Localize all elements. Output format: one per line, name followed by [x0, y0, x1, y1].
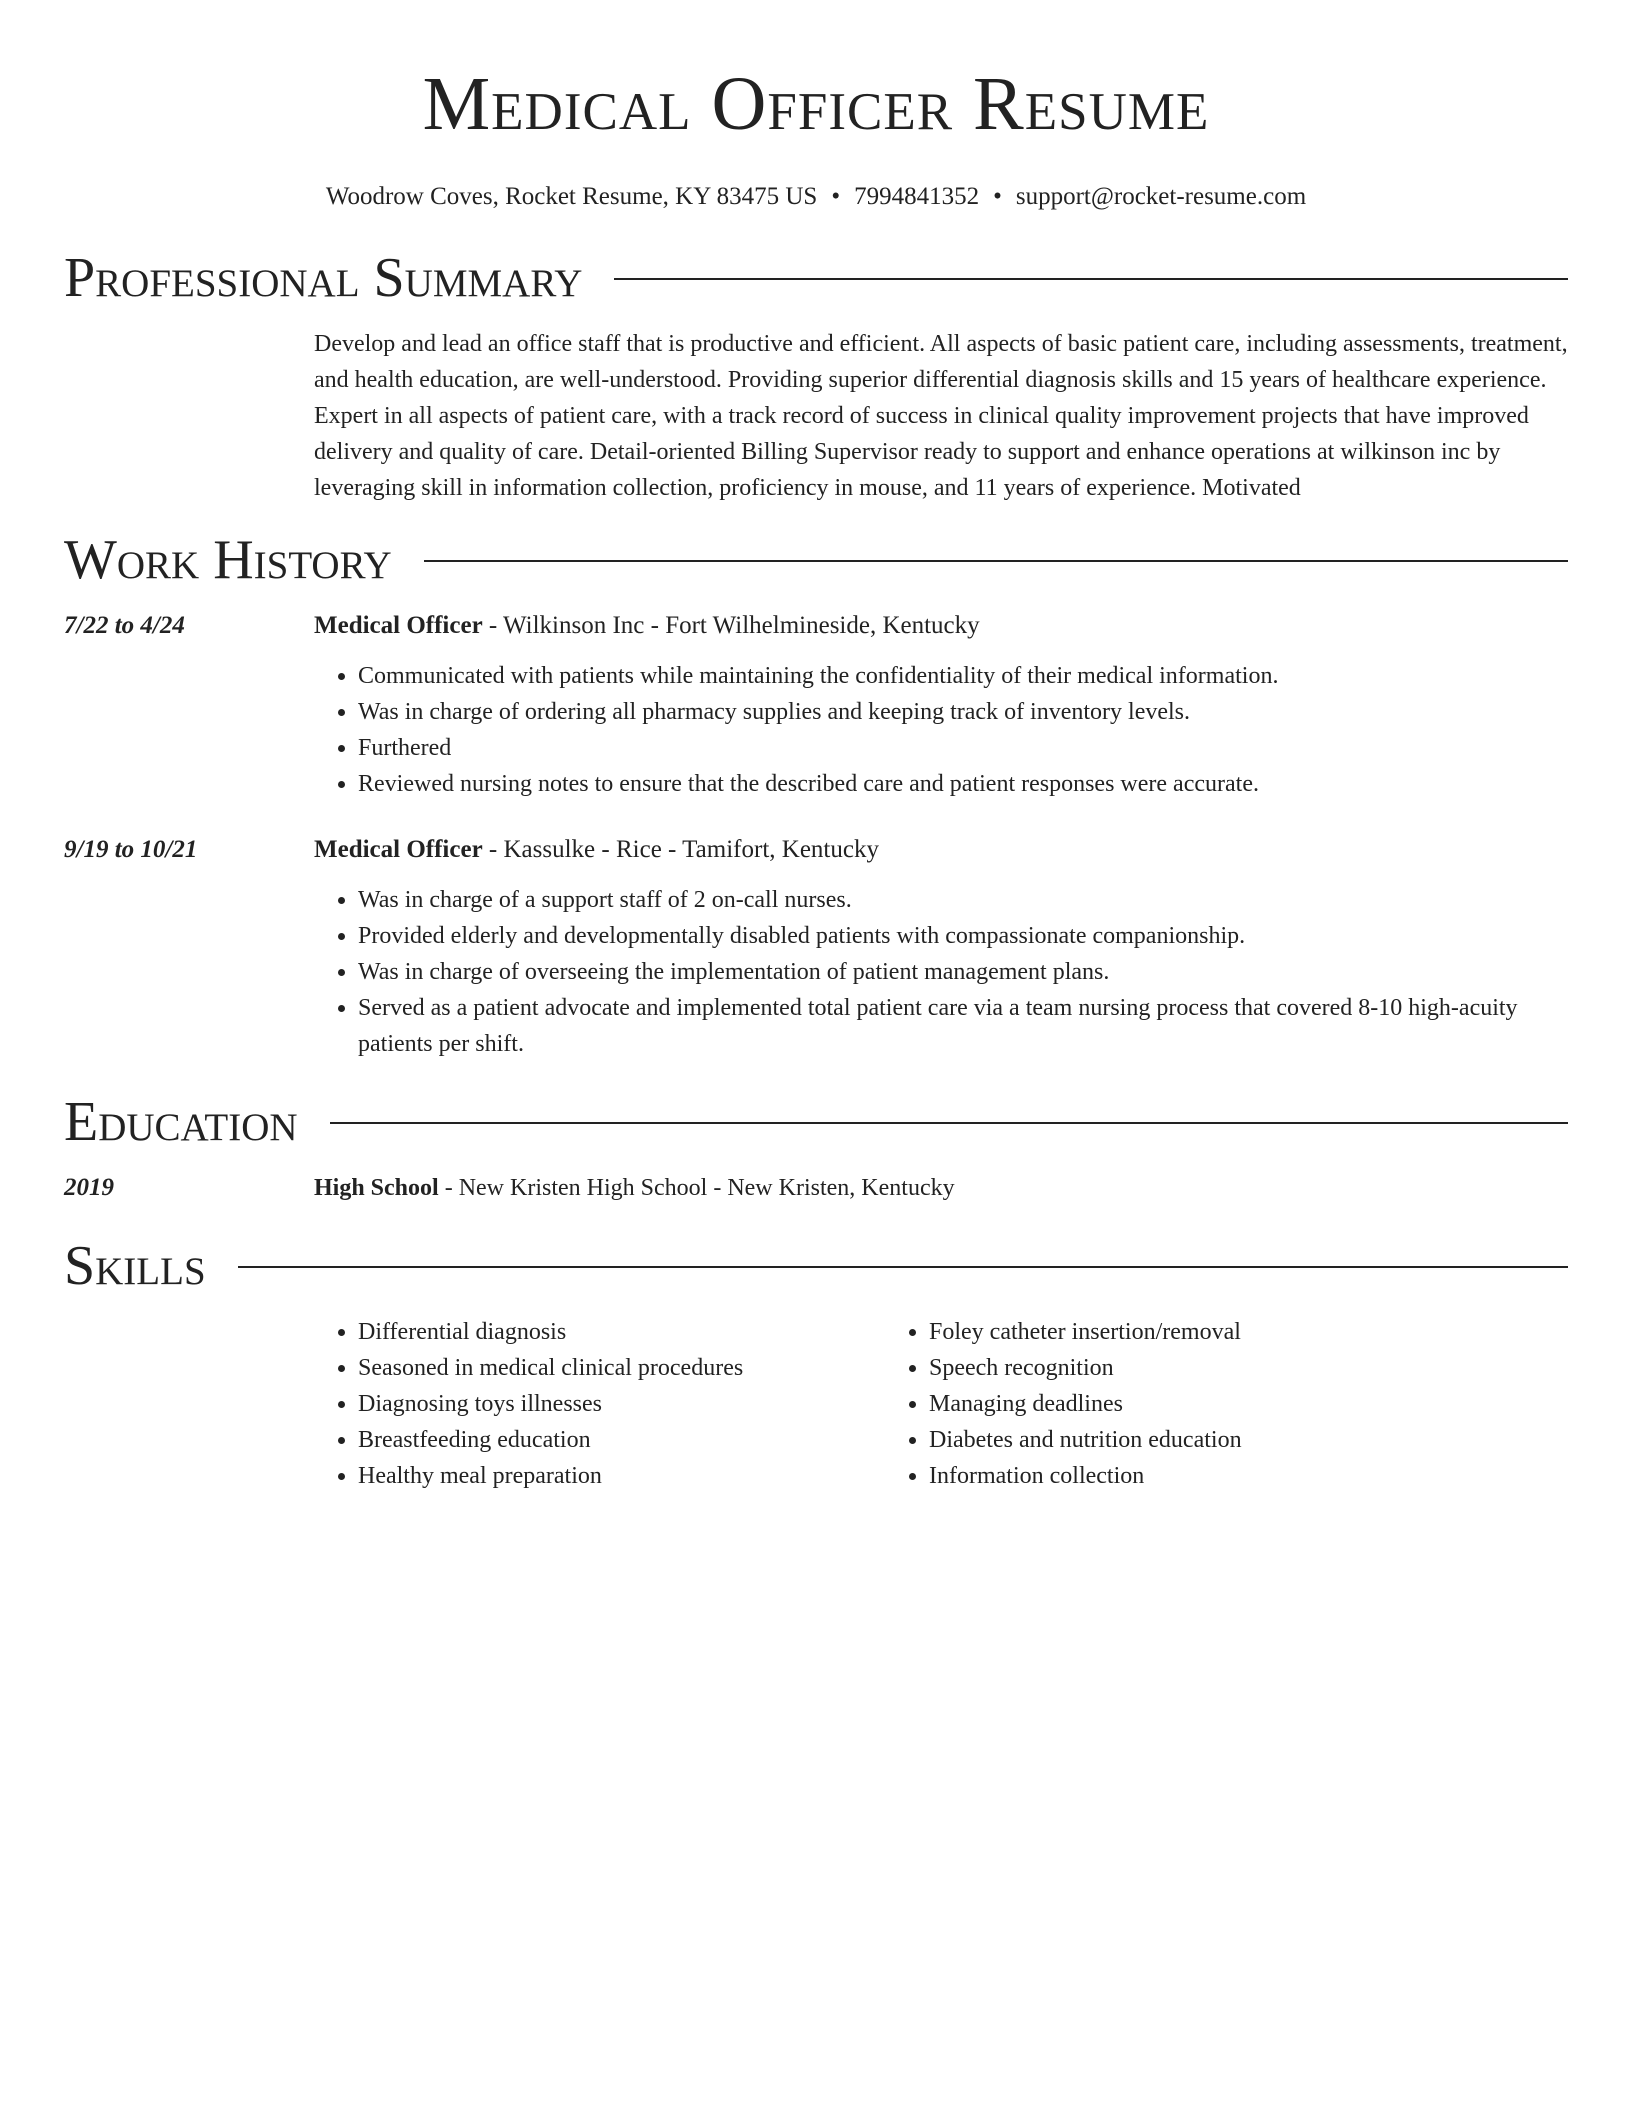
job-duties-list [314, 882, 1568, 1062]
job-duty: • Provided elderly and developmentally disabled patients with compassionate companionship. [358, 918, 1568, 954]
skill-item: • Diagnosing toys illnesses [358, 1386, 885, 1422]
skills-section-header [64, 1230, 1568, 1302]
summary-text: Develop and lead an office staff that is productive and efficient. All aspects of basic patient care, including assessments, treatment, and health education, are well-understood. Providing superior differential diagnosis skills and 15 years of healthcare experience. Expert in all aspects of patient care, with a track record of success in clinical quality improvement projects that have improved delivery and quality of care. Detail-oriented Billing Supervisor ready to support and enhance operations at wilkinson inc by leveraging skill in information collection, proficiency in mouse, and 11 years of experience. Motivated [314, 331, 1568, 501]
job-dates: 7/22 to 4/24 [64, 612, 185, 639]
job-info [314, 608, 1568, 802]
skill-item: • Speech recognition [929, 1350, 1456, 1386]
education-info [314, 1170, 1568, 1206]
education-degree: High School [314, 1175, 439, 1201]
resume-title: Medical Officer Resume [422, 62, 1210, 146]
work-section-header [64, 524, 1568, 596]
job-duty: • Reviewed nursing notes to ensure that the described care and patient responses were accurate. [358, 766, 1568, 802]
education-school-location: - New Kristen High School - New Kristen, Kentucky [438, 1175, 955, 1201]
job-duty: • Was in charge of a support staff of 2 on-call nurses. [358, 882, 1568, 918]
contact-line [64, 180, 1568, 214]
skills-list-left [314, 1314, 885, 1494]
contact-phone: 7994841352 [854, 183, 980, 210]
bullet-separator: • [993, 183, 1002, 210]
work-heading: Work History [64, 529, 392, 591]
skill-item: • Seasoned in medical clinical procedures [358, 1350, 885, 1386]
education-section-header [64, 1086, 1568, 1158]
job-title: Medical Officer [314, 612, 483, 639]
skill-item: • Diabetes and nutrition education [929, 1422, 1456, 1458]
skill-item: • Managing deadlines [929, 1386, 1456, 1422]
section-divider [238, 1266, 1568, 1268]
summary-heading: Professional Summary [64, 247, 583, 309]
skills-list-right [885, 1314, 1456, 1494]
job-duty: • Was in charge of overseeing the implementation of patient management plans. [358, 954, 1568, 990]
job-title: Medical Officer [314, 836, 483, 863]
job-dates: 9/19 to 10/21 [64, 836, 198, 863]
bullet-separator: • [831, 183, 841, 210]
education-row [64, 1170, 1568, 1206]
section-divider [424, 560, 1568, 562]
summary-section-header [64, 242, 1568, 314]
job-title-line [314, 608, 1568, 644]
skills-heading: Skills [64, 1235, 206, 1297]
job-employer-location: - Wilkinson Inc - Fort Wilhelmineside, Kentucky [482, 612, 980, 639]
section-divider [614, 278, 1568, 280]
job-row [64, 832, 1568, 1062]
skill-item: • Breastfeeding education [358, 1422, 885, 1458]
job-entry [64, 832, 1568, 1062]
education-year: 2019 [64, 1174, 114, 1201]
section-divider [330, 1122, 1568, 1124]
job-duties-list [314, 658, 1568, 802]
contact-address: Woodrow Coves, Rocket Resume, KY 83475 US [325, 183, 818, 210]
education-heading: Education [64, 1091, 298, 1153]
job-title-line [314, 832, 1568, 868]
skill-item: • Foley catheter insertion/removal [929, 1314, 1456, 1350]
job-duty: • Was in charge of ordering all pharmacy supplies and keeping track of inventory levels. [358, 694, 1568, 730]
skill-item: • Differential diagnosis [358, 1314, 885, 1350]
skill-item: • Information collection [929, 1458, 1456, 1494]
job-duty: • Served as a patient advocate and implemented total patient care via a team nursing process that covered 8-10 high-acuity patients per shift. [358, 990, 1568, 1062]
job-duty: • Communicated with patients while maintaining the confidentiality of their medical information. [358, 658, 1568, 694]
job-employer-location: - Kassulke - Rice - Tamifort, Kentucky [482, 836, 879, 863]
skill-item: • Healthy meal preparation [358, 1458, 885, 1494]
job-row [64, 608, 1568, 802]
job-duty: • Furthered [358, 730, 1568, 766]
skills-columns [314, 1314, 1568, 1494]
job-info [314, 832, 1568, 1062]
contact-email[interactable]: support@rocket-resume.com [1015, 183, 1307, 210]
job-entry [64, 608, 1568, 802]
